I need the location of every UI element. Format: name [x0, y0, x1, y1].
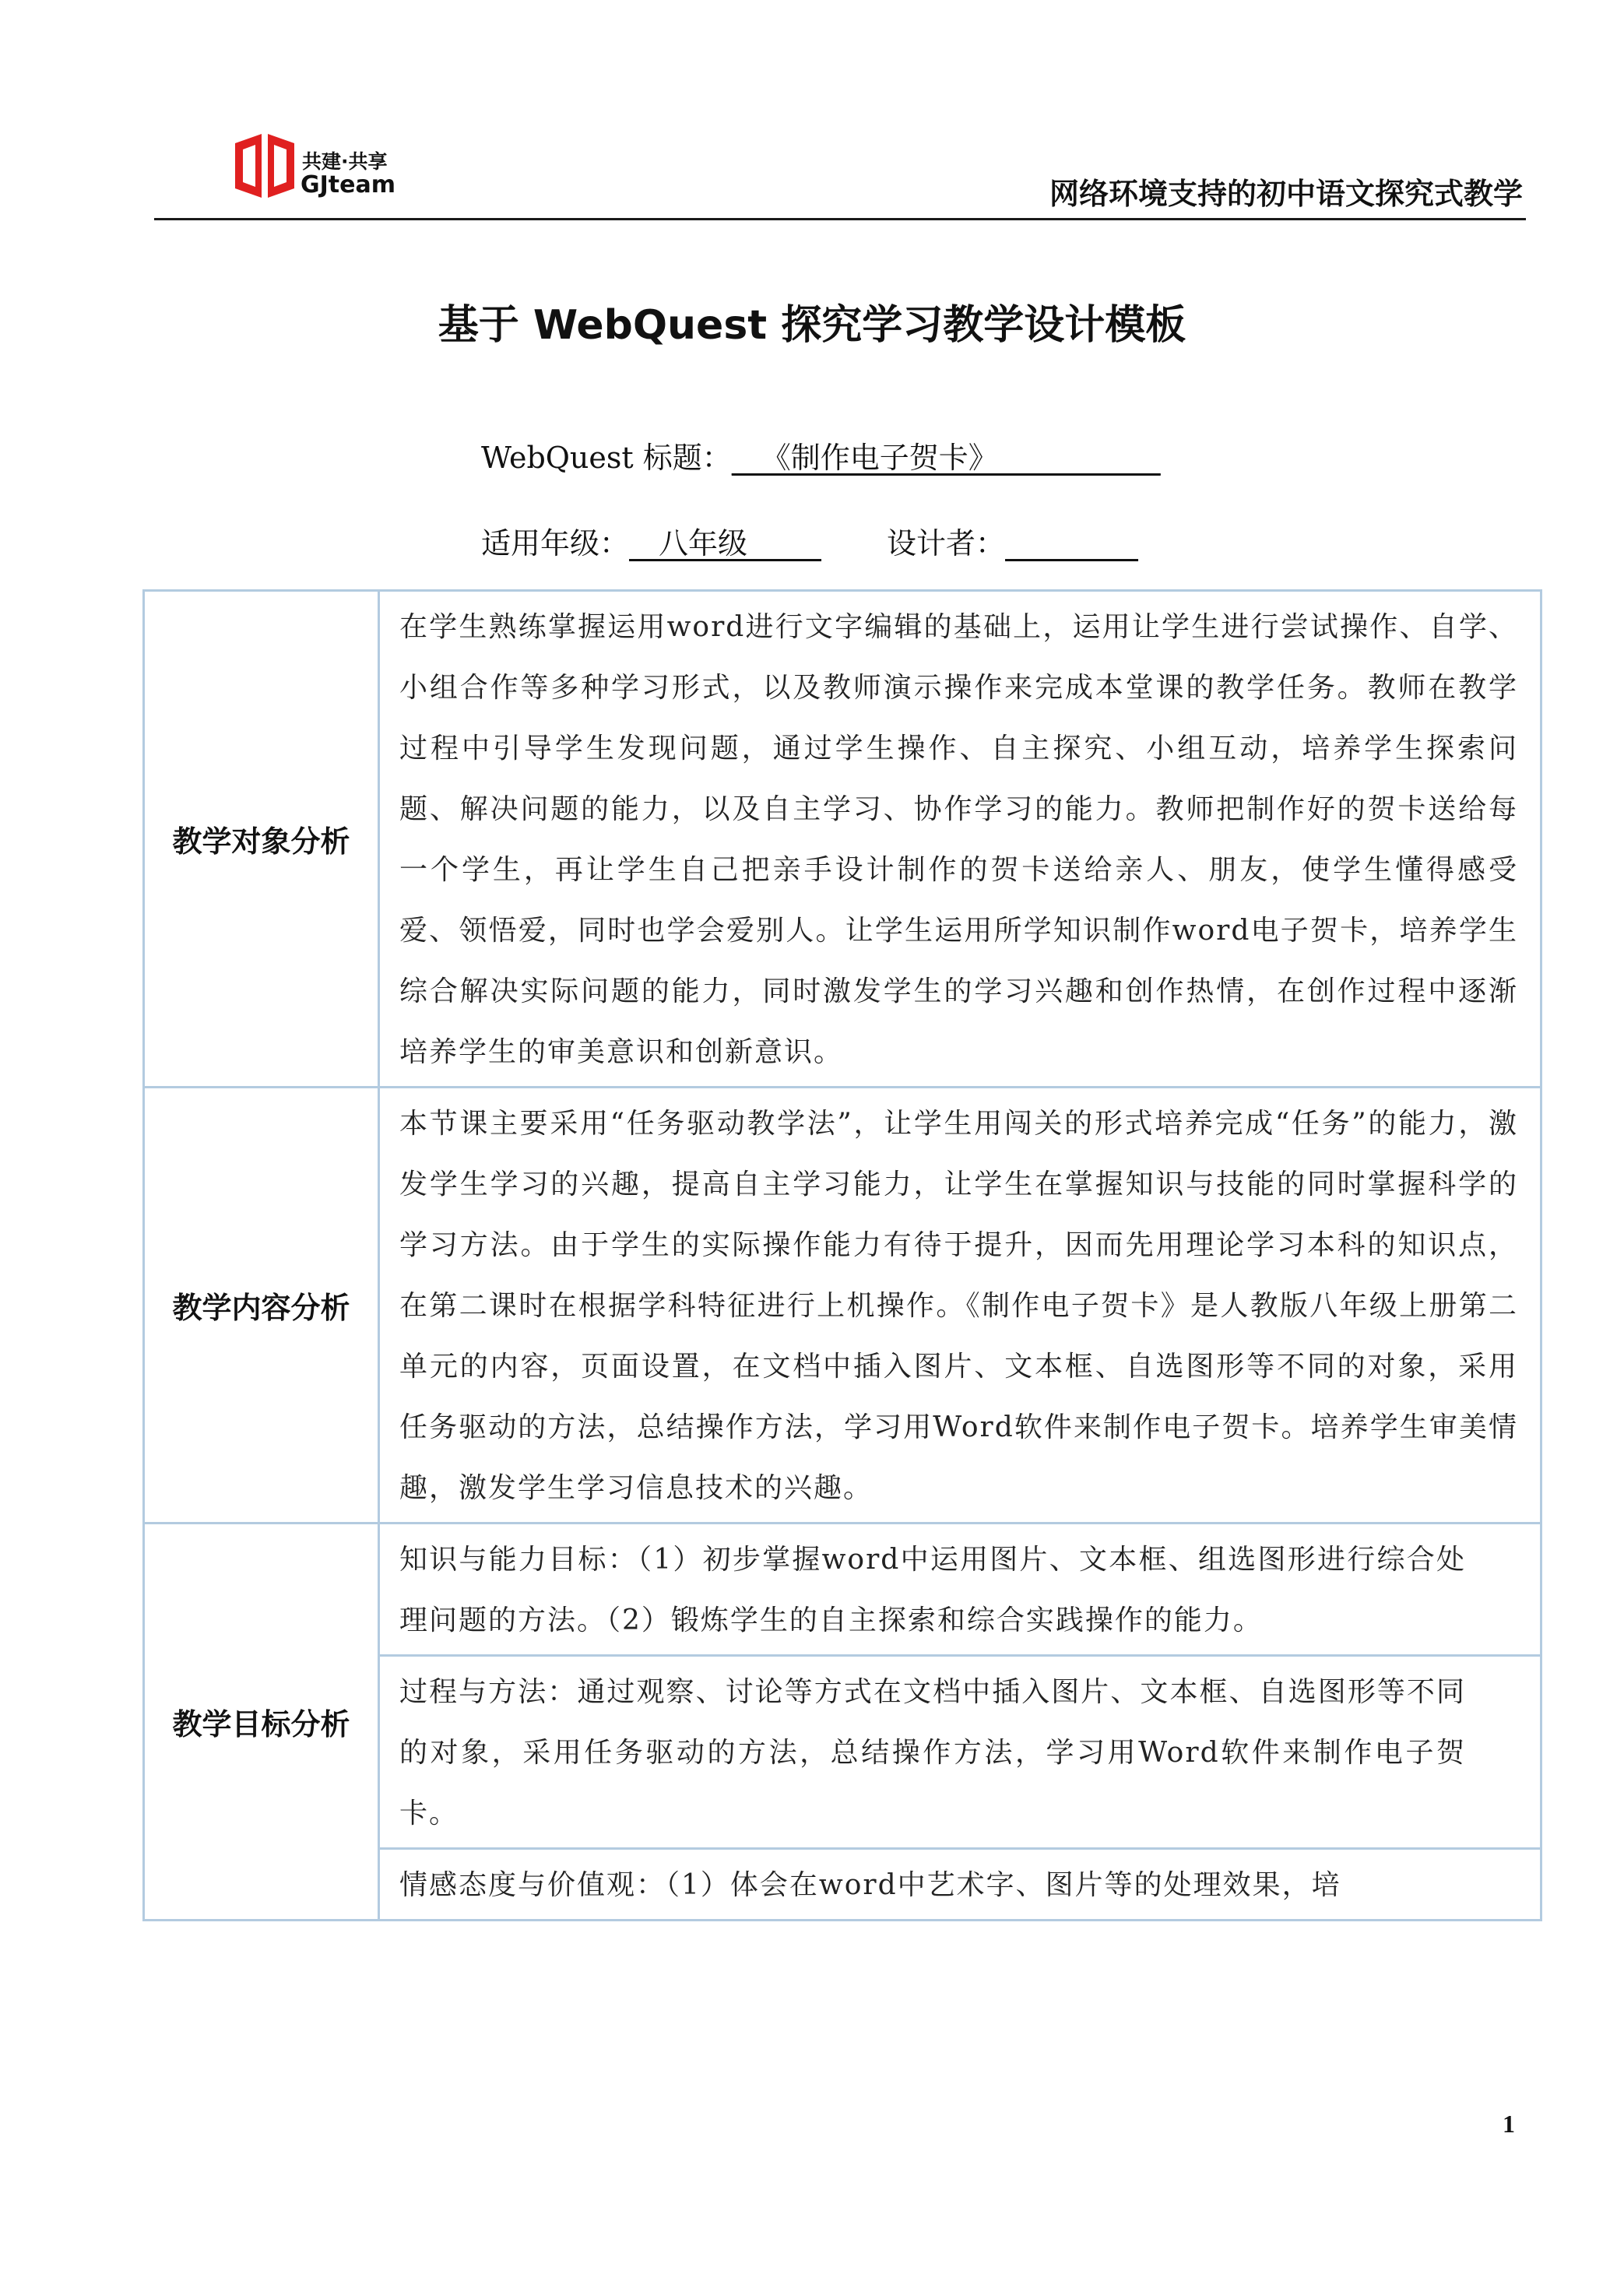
objective-emotion-values: 情感态度与价值观：（1）体会在word中艺术字、图片等的处理效果，培 — [379, 1849, 1541, 1921]
webquest-title-label: WebQuest 标题： — [481, 441, 732, 475]
header-divider — [154, 218, 1526, 220]
table-row-content-analysis — [144, 1088, 1541, 1524]
designer-label: 设计者： — [887, 526, 1006, 561]
designer-value: _________ — [1005, 526, 1139, 561]
design-table — [142, 589, 1542, 1921]
grade-designer-line — [481, 519, 1138, 562]
row-label-objective-analysis: 教学目标分析 — [144, 1524, 379, 1921]
gjteam-logo — [234, 132, 413, 210]
document-title: 基于 WebQuest 探究学习教学设计模板 — [438, 302, 1186, 349]
table-row-learner-analysis — [144, 591, 1541, 1088]
logo-text-cn: 共建·共享 — [302, 150, 388, 173]
row-content-content-analysis: 本节课主要采用“任务驱动教学法”，让学生用闯关的形式培养完成“任务”的能力，激发学生学习的兴趣，提高自主学习能力，让学生在掌握知识与技能的同时掌握科学的学习方法。由于学生的实际操作能力有待于提升，因而先用理论学习本科的知识点，在第二课时在根据学科特征进行上机操作。《制作电子贺卡》是人教版八年级上册第二单元的内容，页面设置，在文档中插入图片、文本框、自选图形等不同的对象，采用任务驱动的方法，总结操作方法，学习用Word软件来制作电子贺卡。培养学生审美情趣，激发学生学习信息技术的兴趣。 — [379, 1088, 1541, 1524]
webquest-title-value: __《制作电子贺卡》___________ — [731, 441, 1161, 475]
header-title: 网络环境支持的初中语文探究式教学 — [1049, 177, 1523, 211]
grade-value: __八年级_____ — [629, 526, 822, 561]
row-label-content-analysis: 教学内容分析 — [144, 1088, 379, 1524]
table-row-objective-knowledge — [144, 1524, 1541, 1656]
gjteam-logo-icon — [234, 132, 296, 199]
logo-text-en: GJteam — [301, 171, 395, 199]
objective-knowledge-ability: 知识与能力目标：（1）初步掌握word中运用图片、文本框、组选图形进行综合处理问题的方法。（2）锻炼学生的自主探索和综合实践操作的能力。 — [379, 1524, 1541, 1656]
row-label-learner-analysis: 教学对象分析 — [144, 591, 379, 1088]
grade-label: 适用年级： — [481, 526, 630, 561]
objective-process-method: 过程与方法：通过观察、讨论等方式在文档中插入图片、文本框、自选图形等不同的对象，采用任务驱动的方法，总结操作方法，学习用Word软件来制作电子贺卡。 — [379, 1656, 1541, 1849]
row-content-learner-analysis: 在学生熟练掌握运用word进行文字编辑的基础上，运用让学生进行尝试操作、自学、小组合作等多种学习形式，以及教师演示操作来完成本堂课的教学任务。教师在教学过程中引导学生发现问题，通过学生操作、自主探究、小组互动，培养学生探索问题、解决问题的能力，以及自主学习、协作学习的能力。教师把制作好的贺卡送给每一个学生，再让学生自己把亲手设计制作的贺卡送给亲人、朋友，使学生懂得感受爱、领悟爱，同时也学会爱别人。让学生运用所学知识制作word电子贺卡，培养学生综合解决实际问题的能力，同时激发学生的学习兴趣和创作热情，在创作过程中逐渐培养学生的审美意识和创新意识。 — [379, 591, 1541, 1088]
page-number: 1 — [1503, 2110, 1515, 2138]
webquest-title-line — [481, 434, 1161, 476]
